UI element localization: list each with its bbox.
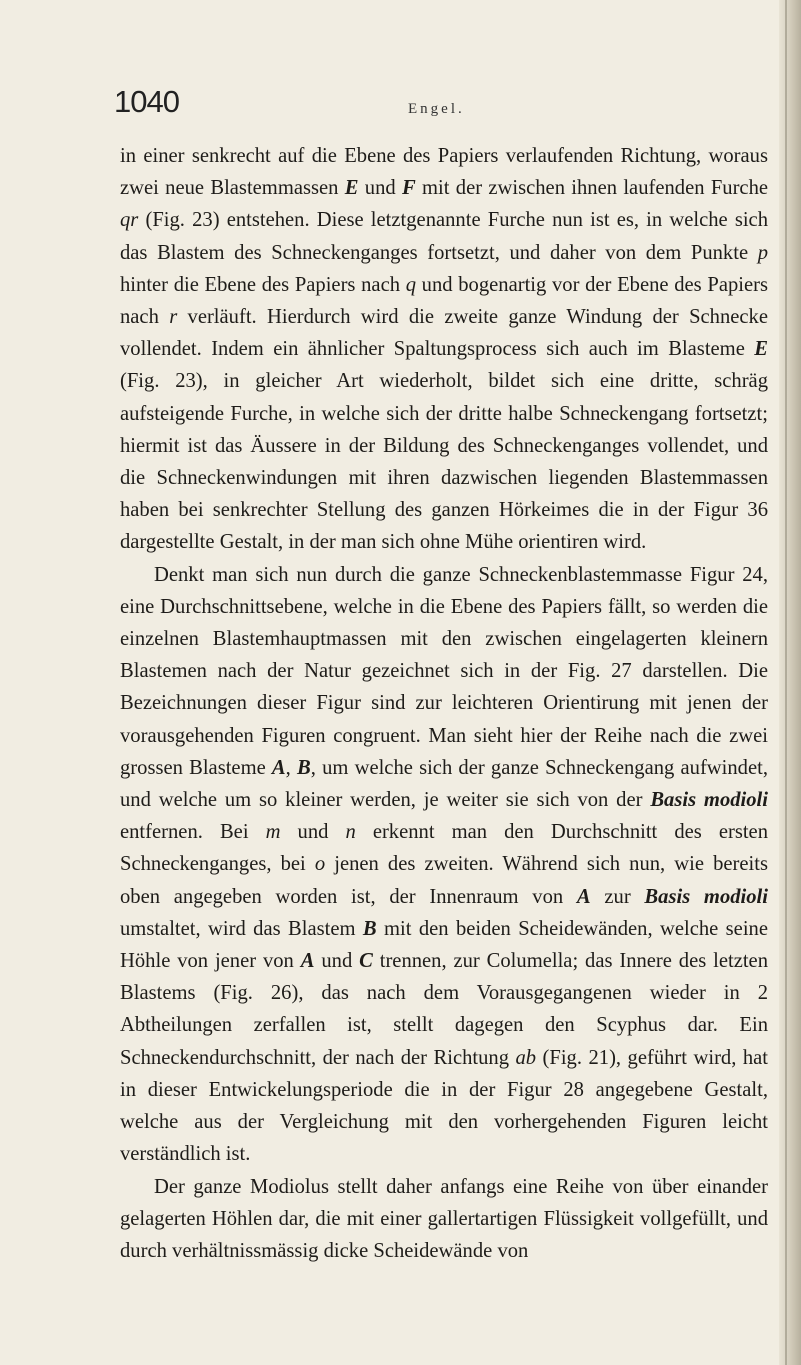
page-edge-line	[785, 0, 787, 1365]
running-head: Engel.	[408, 101, 465, 117]
text-run: und	[314, 950, 360, 973]
text-run: (Fig. 23), in gleicher Art wiederholt, bildet sich eine dritte, schräg aufsteigende Furche, in welche sich der dritte halbe Schneckengang fortsetzt; hiermit ist das Äussere in der Bildung des Schneckenganges vollendet, und die Schneckenwindungen mit ihren dazwischen liegenden Blastemmassen haben bei senkrechter Stellung des ganzen Hörkeimes die in der Figur 36 dargestellte Gestalt, in der man sich ohne Mühe orientiren wird.	[120, 370, 768, 554]
italic-term: o	[314, 853, 326, 876]
bold-italic-term: Basis modioli	[650, 789, 769, 812]
text-run: (Fig. 21), geführt wird, hat in dieser Entwickelungsperiode die in der Figur 28 angegebene Gestalt, welche aus der Vergleichung mit den vorhergehenden Figuren leicht verständlich ist.	[120, 1046, 768, 1166]
text-run: ,	[285, 756, 297, 779]
text-run: mit den beiden Scheidewänden, welche seine Höhle von jener von	[120, 917, 768, 973]
body-text	[120, 140, 768, 1267]
text-run: , um welche sich der ganze Schneckengang aufwindet, und welche um so kleiner werden, je weiter sie sich von der	[120, 756, 768, 812]
italic-term: p	[757, 241, 768, 264]
paragraph	[120, 559, 768, 1171]
bold-italic-term: C	[359, 950, 373, 973]
page-edge-shadow	[779, 0, 801, 1365]
bold-italic-term: Basis modioli	[644, 885, 769, 908]
text-run: und	[280, 821, 346, 844]
bold-italic-term: E	[344, 177, 359, 200]
text-run: trennen, zur Columella; das Innere des letzten Blastems (Fig. 26), das nach dem Vorausgegangenen wieder in 2 Abtheilungen zerfallen ist, stellt dagegen den Scyphus dar. Ein Schneckendurchschnitt, der nach der Richtung	[120, 950, 768, 1069]
text-run: in einer senkrecht auf die Ebene des Papiers verlaufenden Richtung, woraus zwei neue Blastemmassen	[120, 145, 768, 200]
text-run: und	[358, 177, 402, 200]
italic-term: r	[169, 306, 178, 329]
text-run: verläuft. Hierdurch wird die zweite ganze Windung der Schnecke vollendet. Indem ein ähnlicher Spaltungsprocess sich auch im Blasteme	[120, 306, 768, 361]
page-header	[0, 0, 780, 130]
italic-term: qr	[120, 209, 139, 232]
text-run: mit der zwischen ihnen laufenden Furche	[415, 177, 769, 200]
page-number: 1040	[114, 84, 179, 119]
bold-italic-term: F	[401, 177, 416, 200]
text-run: Der ganze Modiolus stellt daher anfangs eine Reihe von über einander gelagerten Höhlen dar, die mit einer gallertartigen Flüssigkeit vollgefüllt, und durch verhältnissmässig dicke Scheidewände von	[120, 1175, 768, 1262]
italic-term: q	[405, 273, 416, 296]
bold-italic-term: E	[754, 338, 768, 361]
bold-italic-term: A	[271, 756, 286, 779]
text-run: entfernen. Bei	[120, 821, 266, 844]
paragraph	[120, 1171, 768, 1268]
bold-italic-term: B	[297, 756, 311, 779]
text-run: jenen des zweiten. Während sich nun, wie bereits oben angegeben worden ist, der Innenraum von	[120, 853, 768, 908]
bold-italic-term: A	[576, 885, 591, 908]
italic-term: ab	[515, 1046, 537, 1069]
bold-italic-term: A	[300, 950, 315, 973]
bold-italic-term: B	[362, 917, 377, 940]
text-run: erkennt man den Durchschnitt des ersten Schneckenganges, bei	[120, 821, 768, 876]
text-run: zur	[590, 885, 645, 908]
italic-term: n	[345, 821, 356, 844]
text-run: hinter die Ebene des Papiers nach	[120, 273, 406, 296]
text-run: Denkt man sich nun durch die ganze Schneckenblastemmasse Figur 24, eine Durchschnittsebene, welche in die Ebene des Papiers fällt, so werden die einzelnen Blastemhauptmassen mit den zwischen eingelagerten kleinern Blastemen nach der Natur gezeichnet sich in der Fig. 27 darstellen. Die Bezeichnungen dieser Figur sind zur leichteren Orientirung mit jenen der vorausgehenden Figuren congruent. Man sieht hier der Reihe nach die zwei grossen Blasteme	[120, 563, 768, 779]
paragraph	[120, 140, 768, 559]
italic-term: m	[265, 821, 281, 844]
text-run: (Fig. 23) entstehen. Diese letztgenannte Furche nun ist es, in welche sich das Blastem des Schneckenganges fortsetzt, und daher von dem Punkte	[120, 209, 768, 264]
text-run: und bogenartig vor der Ebene des Papiers nach	[120, 273, 768, 329]
text-run: umstaltet, wird das Blastem	[120, 917, 363, 940]
